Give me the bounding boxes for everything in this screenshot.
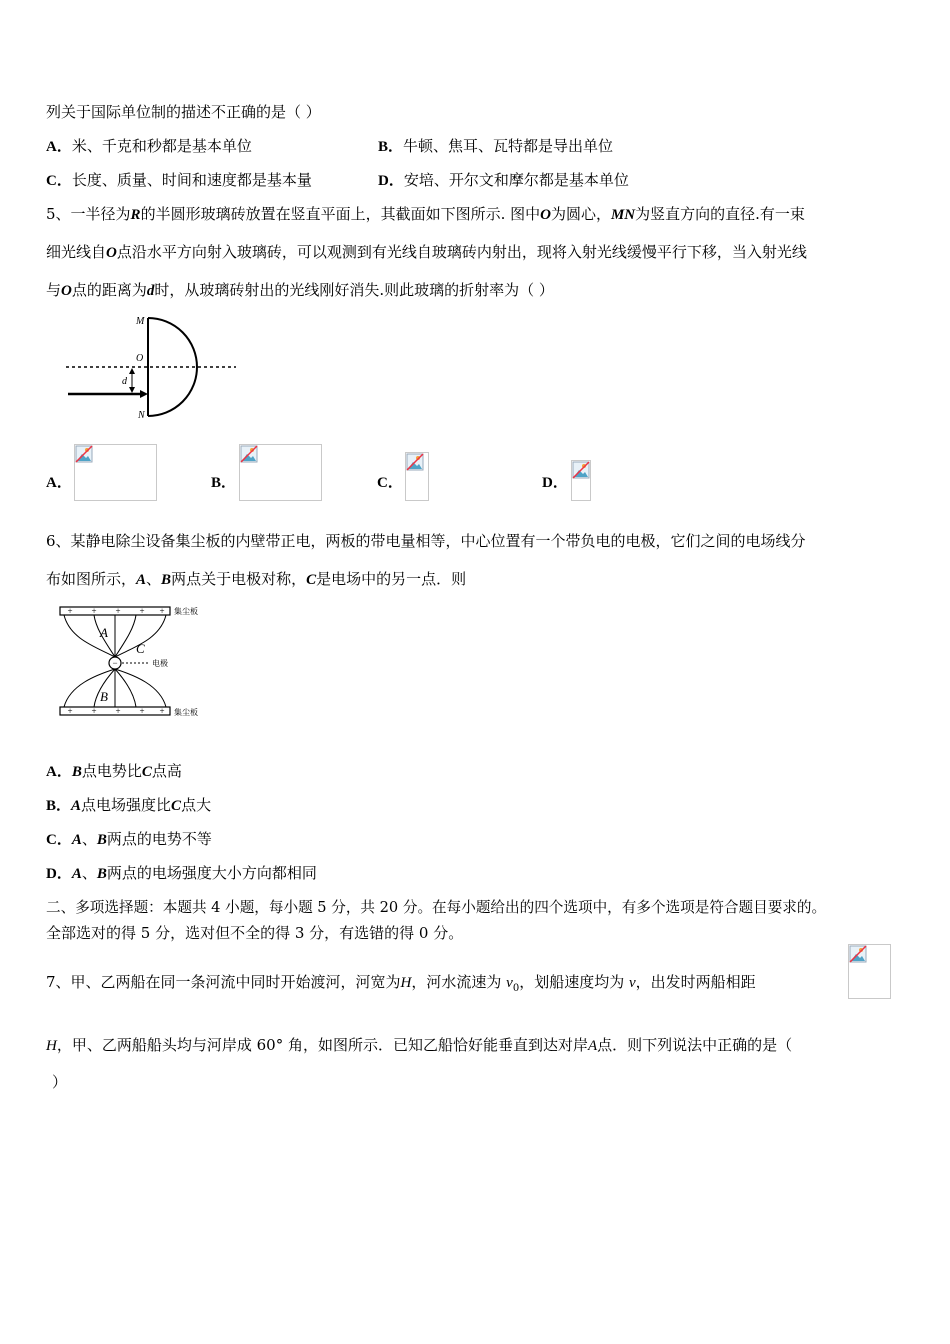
broken-image-icon: [406, 453, 424, 471]
q6-option-a[interactable]: A．B点电势比C点高: [46, 762, 182, 780]
svg-text:+: +: [159, 606, 165, 616]
q5-option-b-image: [239, 444, 322, 501]
q7-line-2: H，甲、乙两船船头均与河岸成 60° 角，如图所示．已知乙船恰好能垂直到达对岸A点．则下列说法中正确的是（: [46, 1036, 793, 1054]
q5-line-2: 细光线自O点沿水平方向射入玻璃砖，可以观测到有光线自玻璃砖内射出，现将入射光线缓慢平行下移，当入射光线: [46, 243, 807, 261]
q5-option-c-image: [405, 452, 429, 501]
q6-label-plate-top: 集尘板: [174, 607, 198, 616]
q7-line-3: ）: [52, 1073, 68, 1091]
q5-option-a-image: [74, 444, 157, 501]
q4-option-c[interactable]: C．长度、质量、时间和速度都是基本量: [46, 171, 312, 189]
q5-option-d[interactable]: D．: [542, 475, 568, 491]
q6-line-2: 布如图所示，A、B两点关于电极对称，C是电场中的另一点．则: [46, 570, 467, 588]
svg-text:+: +: [139, 606, 145, 616]
q5-label-d: d: [122, 376, 127, 387]
svg-text:+: +: [115, 706, 121, 716]
q5-line-3: 与O点的距离为d时，从玻璃砖射出的光线刚好消失.则此玻璃的折射率为（ ）: [46, 281, 554, 299]
svg-text:+: +: [91, 606, 97, 616]
broken-image-icon: [849, 945, 867, 963]
svg-text:+: +: [139, 706, 145, 716]
broken-image-icon: [572, 461, 590, 479]
svg-text:+: +: [159, 706, 165, 716]
q6-line-1: 6、某静电除尘设备集尘板的内壁带正电，两板的带电量相等，中心位置有一个带负电的电极，它们之间的电场线分: [46, 532, 806, 550]
q4-stem: 列关于国际单位制的描述不正确的是（ ）: [46, 103, 321, 121]
q7-line-1: 7、甲、乙两船在同一条河流中同时开始渡河，河宽为H，河水流速为 $v_0$，划船速度均为 v，出发时两船相距: [46, 973, 756, 994]
q6-option-c[interactable]: C．A、B两点的电势不等: [46, 830, 212, 848]
q5-option-b[interactable]: B．: [211, 475, 237, 491]
q6-electric-field-figure: [56, 603, 216, 723]
q6-label-c: C: [136, 641, 145, 656]
q7-inline-image: [848, 944, 891, 999]
q4-option-b[interactable]: B．牛顿、焦耳、瓦特都是导出单位: [378, 137, 614, 155]
q6-label-electrode: 电极: [152, 659, 168, 668]
q6-option-d[interactable]: D．A、B两点的电场强度大小方向都相同: [46, 864, 317, 882]
q6-option-b[interactable]: B．A点电场强度比C点大: [46, 796, 212, 814]
broken-image-icon: [240, 445, 258, 463]
q5-option-c[interactable]: C．: [377, 475, 403, 491]
q6-label-b: B: [100, 689, 108, 704]
svg-text:+: +: [67, 706, 73, 716]
q5-label-o: O: [136, 353, 144, 364]
svg-text:+: +: [115, 606, 121, 616]
q5-line-1: 5、一半径为R的半圆形玻璃砖放置在竖直平面上，其截面如下图所示. 图中O为圆心，MN为竖直方向的直径.有一束: [46, 205, 805, 223]
section2-line-1: 二、多项选择题：本题共 4 小题，每小题 5 分，共 20 分。在每小题给出的四个选项中，有多个选项是符合题目要求的。: [46, 899, 827, 916]
q4-option-a[interactable]: A．米、千克和秒都是基本单位: [46, 137, 252, 155]
broken-image-icon: [75, 445, 93, 463]
q4-option-d[interactable]: D．安培、开尔文和摩尔都是基本单位: [378, 171, 629, 189]
svg-text:−: −: [112, 658, 118, 668]
svg-text:+: +: [91, 706, 97, 716]
svg-text:+: +: [67, 606, 73, 616]
q5-option-d-image: [571, 460, 591, 501]
q5-label-m: M: [136, 316, 145, 327]
section2-line-2: 全部选对的得 5 分，选对但不全的得 3 分，有选错的得 0 分。: [46, 924, 464, 942]
q6-label-plate-bottom: 集尘板: [174, 708, 198, 717]
q5-semicircle-figure: [60, 310, 240, 424]
q5-option-a[interactable]: A．: [46, 475, 72, 491]
q5-label-n: N: [138, 410, 145, 421]
q6-label-a: A: [100, 625, 108, 640]
